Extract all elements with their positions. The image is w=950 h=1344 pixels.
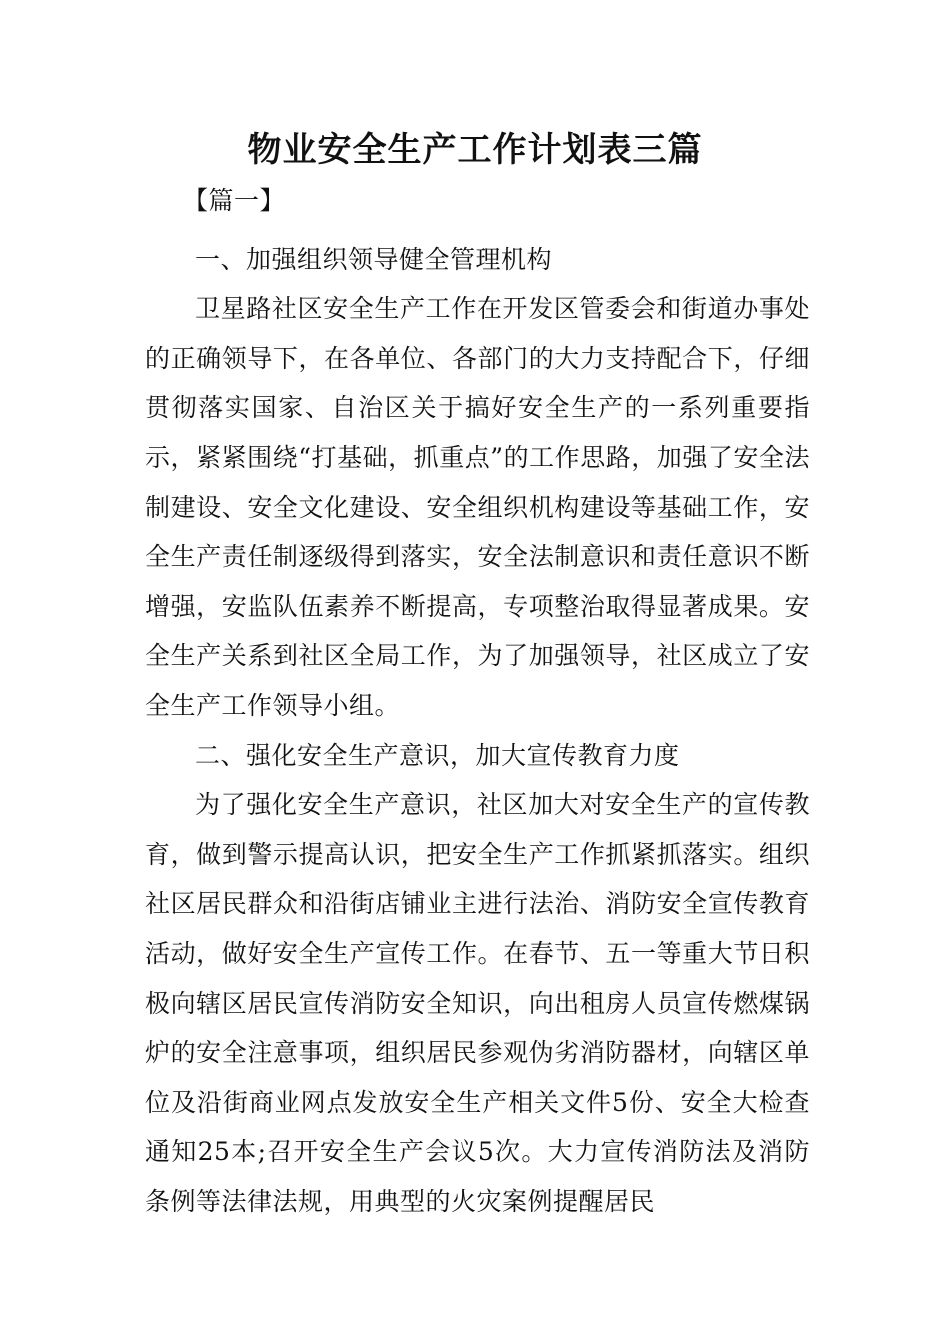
document-title: 物业安全生产工作计划表三篇: [247, 130, 703, 170]
document-body: [145, 176, 810, 1226]
section-marker: 【篇一】: [183, 186, 286, 215]
section-heading-2: 二、强化安全生产意识，加大宣传教育力度: [195, 740, 680, 770]
body-paragraph-2: 为了强化安全生产意识，社区加大对安全生产的宣传教育，做到警示提高认识，把安全生产工作抓紧抓落实。组织社区居民群众和沿街店铺业主进行法治、消防安全宣传教育活动，做好安全生产宣传工作。在春节、五一等重大节日积极向辖区居民宣传消防安全知识，向出租房人员宣传燃煤锅炉的安全注意事项，组织居民参观伪劣消防器材，向辖区单位及沿街商业网点发放安全生产相关文件5份、安全大检查通知25本;召开安全生产会议5次。大力宣传消防法及消防条例等法律法规，用典型的火灾案例提醒居民: [145, 790, 810, 1216]
section-heading-1: 一、加强组织领导健全管理机构: [195, 244, 553, 274]
body-paragraph-1: 卫星路社区安全生产工作在开发区管委会和街道办事处的正确领导下，在各单位、各部门的大力支持配合下，仔细贯彻落实国家、自治区关于搞好安全生产的一系列重要指示，紧紧围绕“打基础，抓重点”的工作思路，加强了安全法制建设、安全文化建设、安全组织机构建设等基础工作，安全生产责任制逐级得到落实，安全法制意识和责任意识不断增强，安监队伍素养不断提高，专项整治取得显著成果。安全生产关系到社区全局工作，为了加强领导，社区成立了安全生产工作领导小组。: [145, 294, 810, 720]
